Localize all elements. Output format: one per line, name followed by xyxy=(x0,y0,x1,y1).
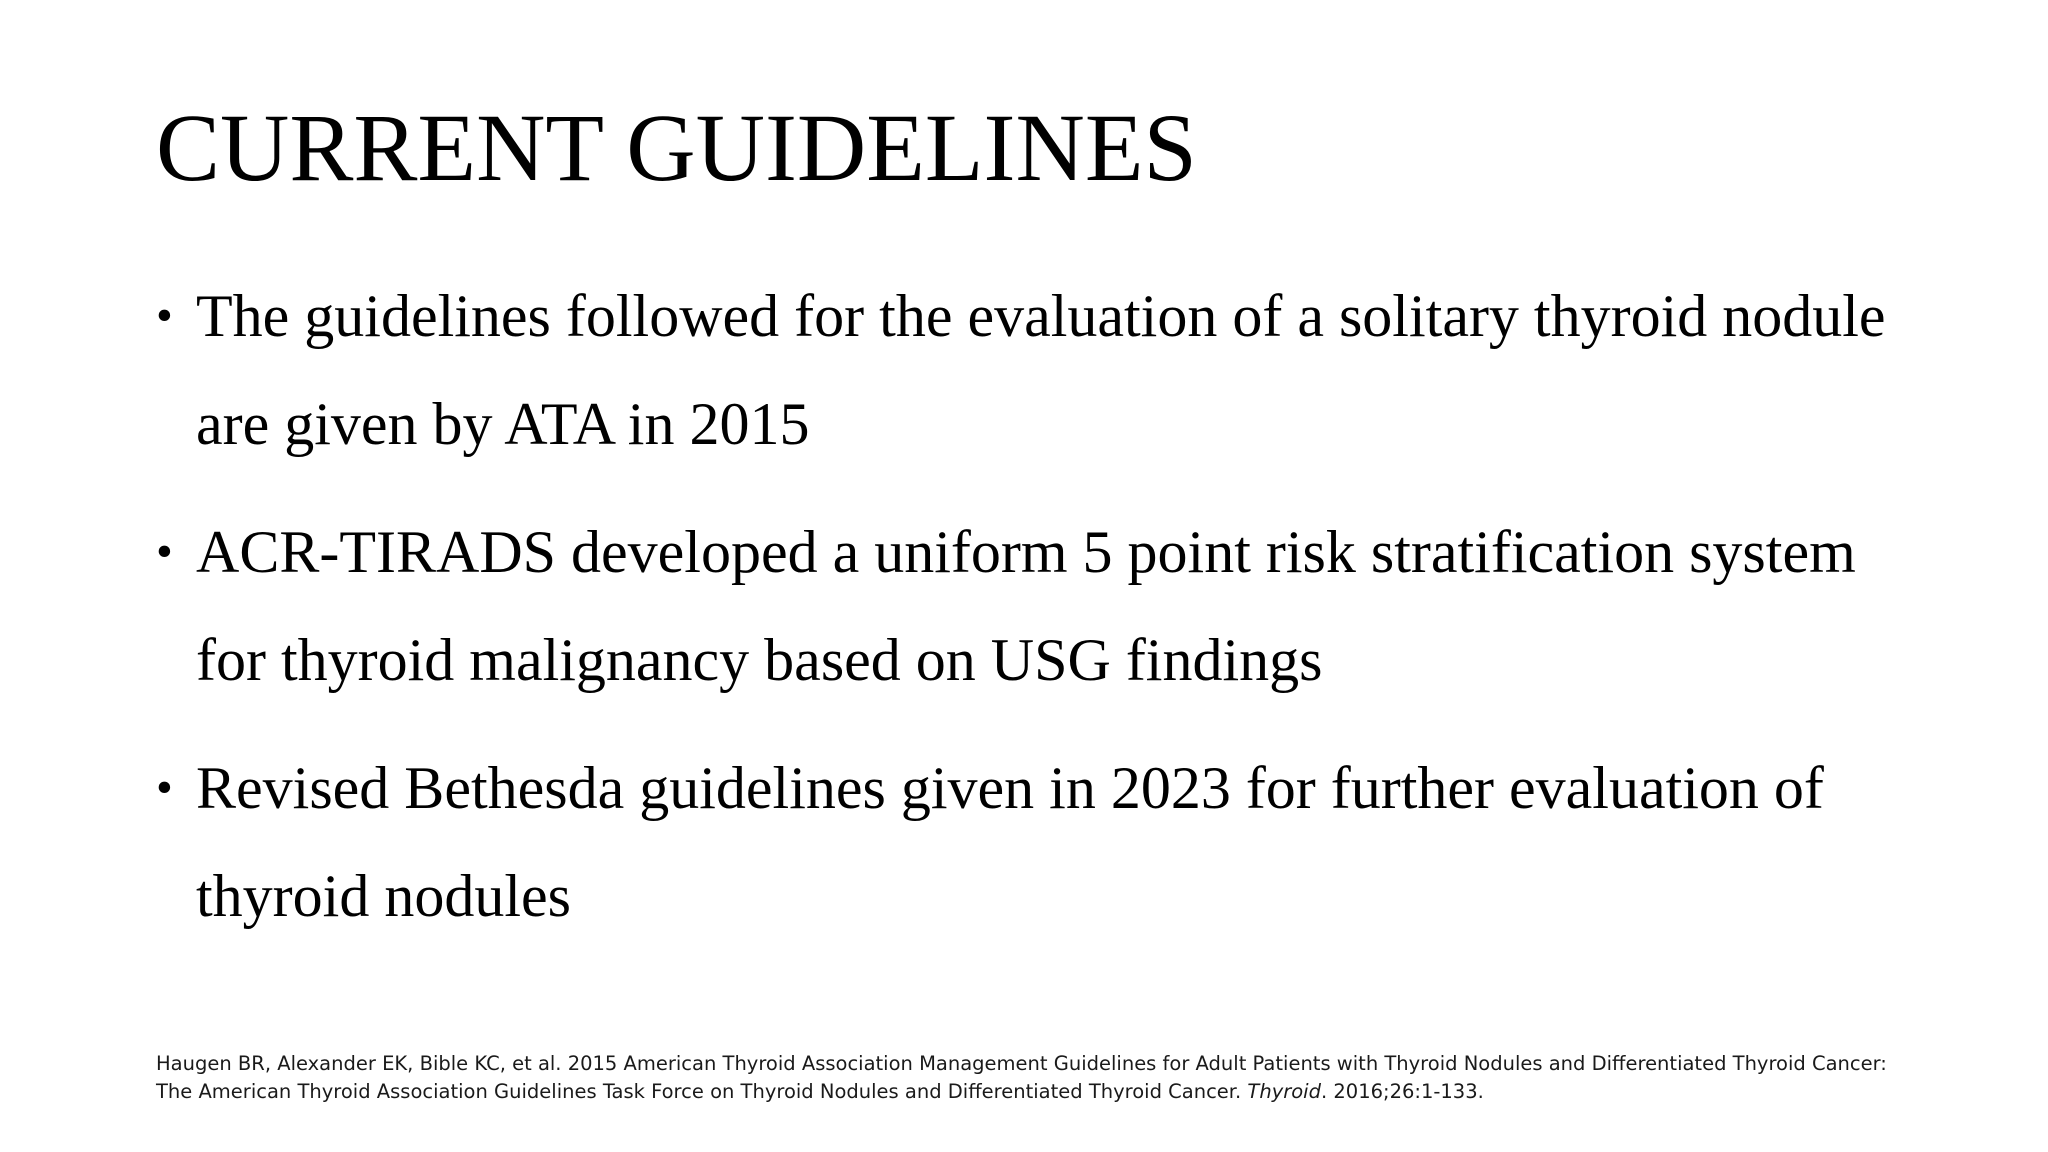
bullet-icon: • xyxy=(156,761,173,814)
reference-citation xyxy=(156,1050,1916,1106)
reference-text: Haugen BR, Alexander EK, Bible KC, et al. 2015 American Thyroid Association Management Guidelines for Adult Patients with Thyroid Nodules and Differentiated Thyroid Cancer: The American Thyroid Association Guidelines Task Force on Thyroid Nodules and Differentiated Thyroid Cancer. xyxy=(156,1052,1887,1103)
bullet-item xyxy=(156,734,1916,950)
reference-journal: Thyroid xyxy=(1247,1080,1321,1103)
bullet-text: ACR-TIRADS developed a uniform 5 point risk stratification system for thyroid malignancy based on USG findings xyxy=(196,519,1856,693)
bullet-text: The guidelines followed for the evaluation of a solitary thyroid nodule are given by ATA in 2015 xyxy=(196,283,1886,457)
bullet-item xyxy=(156,262,1916,478)
bullet-icon: • xyxy=(156,289,173,342)
bullet-list xyxy=(156,262,1916,970)
bullet-text: Revised Bethesda guidelines given in 2023 for further evaluation of thyroid nodules xyxy=(196,755,1824,929)
slide-title: CURRENT GUIDELINES xyxy=(156,94,1197,201)
reference-details: . 2016;26:1-133. xyxy=(1320,1080,1484,1103)
bullet-item xyxy=(156,498,1916,714)
bullet-icon: • xyxy=(156,525,173,578)
